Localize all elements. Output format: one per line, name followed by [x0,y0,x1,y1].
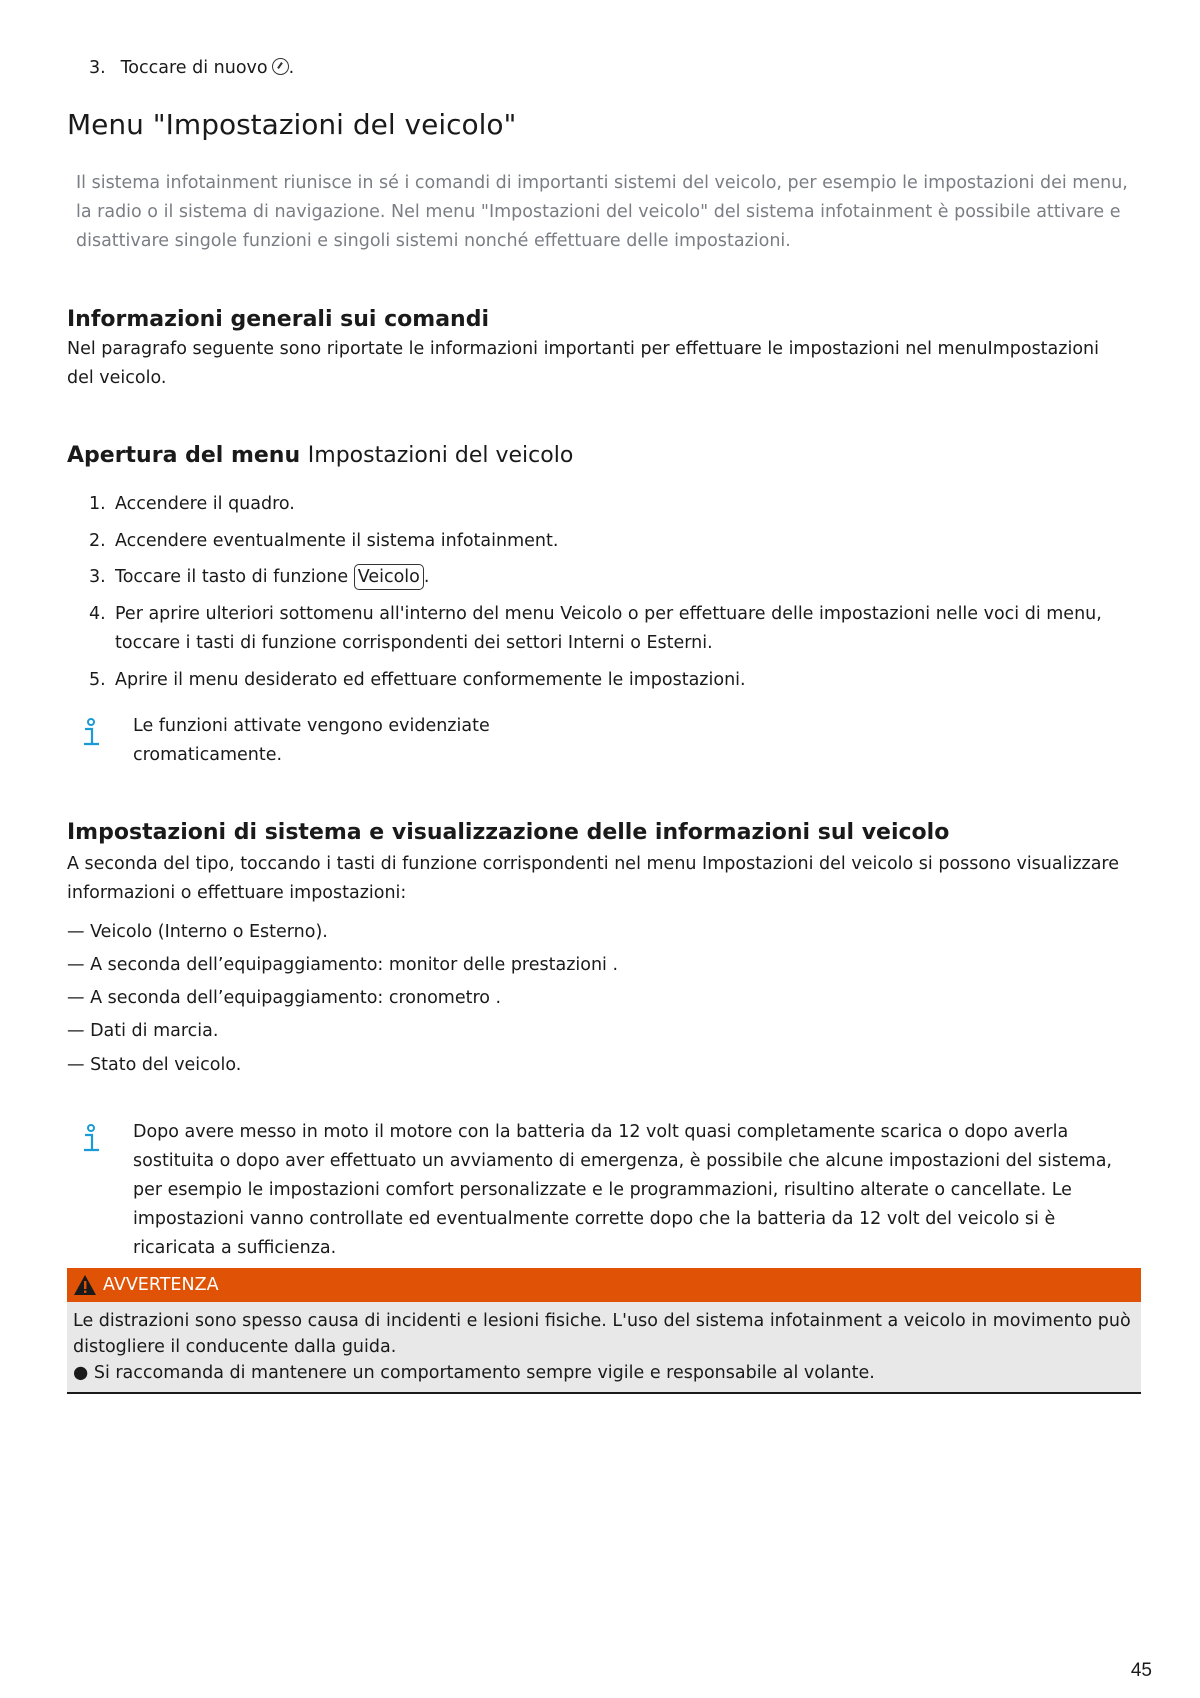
warning-text: Le distrazioni sono spesso causa di incidenti e lesioni fisiche. L'uso del sistema infotainment a veicolo in movimento può distogliere il conducente dalla guida. [73,1311,1131,1357]
step-text: Accendere eventualmente il sistema infotainment. [115,531,559,551]
list-item: — Stato del veicolo. [67,1055,242,1075]
warning-header [67,1268,1141,1302]
step-text: Toccare di nuovo [120,58,268,78]
timer-icon [272,58,289,75]
section3-text: A seconda del tipo, toccando i tasti di funzione corrispondenti nel menu Impostazioni del veicolo si possono visualizzare informazioni o effettuare impostazioni: [67,854,1120,903]
step-number: 2. [89,531,106,551]
step-punct: . [423,567,430,587]
step-3 [89,563,429,592]
section1-text: Nel paragrafo seguente sono riportate le informazioni importanti per effettuare le impostazioni nel menuImpostazioni del veicolo. [67,339,1099,388]
info-icon [81,718,101,748]
warning-triangle-icon [73,1274,97,1296]
step-number: 3. [89,567,106,587]
section3-heading: Impostazioni di sistema e visualizzazione delle informazioni sul veicolo [67,820,950,845]
step-number: 4. [89,604,106,624]
step-number: 5. [89,670,106,690]
step-top [89,58,294,78]
step-4 [89,600,1139,658]
step-number: 3. [89,58,106,78]
step-1 [89,490,295,519]
warning-body [67,1302,1141,1394]
step-text: Aprire il menu desiderato ed effettuare conformemente le impostazioni. [115,670,746,690]
info-icon [81,1124,101,1154]
list-item: — A seconda dell’equipaggiamento: monitor delle prestazioni . [67,955,619,975]
list-item: — A seconda dell’equipaggiamento: cronometro . [67,988,502,1008]
section2-heading-bold: Apertura del menu [67,443,301,468]
page-title: Menu "Impostazioni del veicolo" [67,108,517,141]
note-text: Le funzioni attivate vengono evidenziate cromaticamente. [133,716,490,765]
step-2 [89,527,558,556]
list-item: — Dati di marcia. [67,1021,219,1041]
section1-heading: Informazioni generali sui comandi [67,307,489,332]
warning-box [67,1268,1141,1394]
step-number: 1. [89,494,106,514]
step-punct: . [288,58,295,78]
warning-bullet: ● Si raccomanda di mantenere un comportamento sempre vigile e responsabile al volante. [73,1363,875,1383]
step-5 [89,666,746,695]
step-text: Accendere il quadro. [115,494,295,514]
step-text: Toccare il tasto di funzione [115,567,349,587]
note-text: Dopo avere messo in moto il motore con la batteria da 12 volt quasi completamente scarica o dopo averla sostituita o dopo aver effettuato un avviamento di emergenza, è possibile che alcune impostazioni del sistema, per esempio le impostazioni comfort personalizzate e le programmazioni, risultino alterate o cancellate. Le impostazioni vanno controllate ed eventualmente corrette dopo che la batteria da 12 volt del veicolo si è ricaricata a sufficienza. [133,1122,1112,1258]
warning-label: AVVERTENZA [103,1275,219,1295]
list-item: — Veicolo (Interno o Esterno). [67,922,328,942]
step-text: Per aprire ulteriori sottomenu all'interno del menu Veicolo o per effettuare delle impostazioni nelle voci di menu, toccare i tasti di funzione corrispondenti dei settori Interni o Esterni. [115,604,1102,653]
section2-heading-normal: Impostazioni del veicolo [307,443,574,468]
veicolo-function-key[interactable]: Veicolo [354,564,424,590]
section2-heading [67,443,573,468]
intro-paragraph: Il sistema infotainment riunisce in sé i comandi di importanti sistemi del veicolo, per esempio le impostazioni dei menu, la radio o il sistema di navigazione. Nel menu "Impostazioni del veicolo" del sistema infotainment è possibile attivare e disattivare singole funzioni e singoli sistemi nonché effettuare delle impostazioni. [76,173,1128,251]
page-number: 45 [1130,1660,1152,1681]
